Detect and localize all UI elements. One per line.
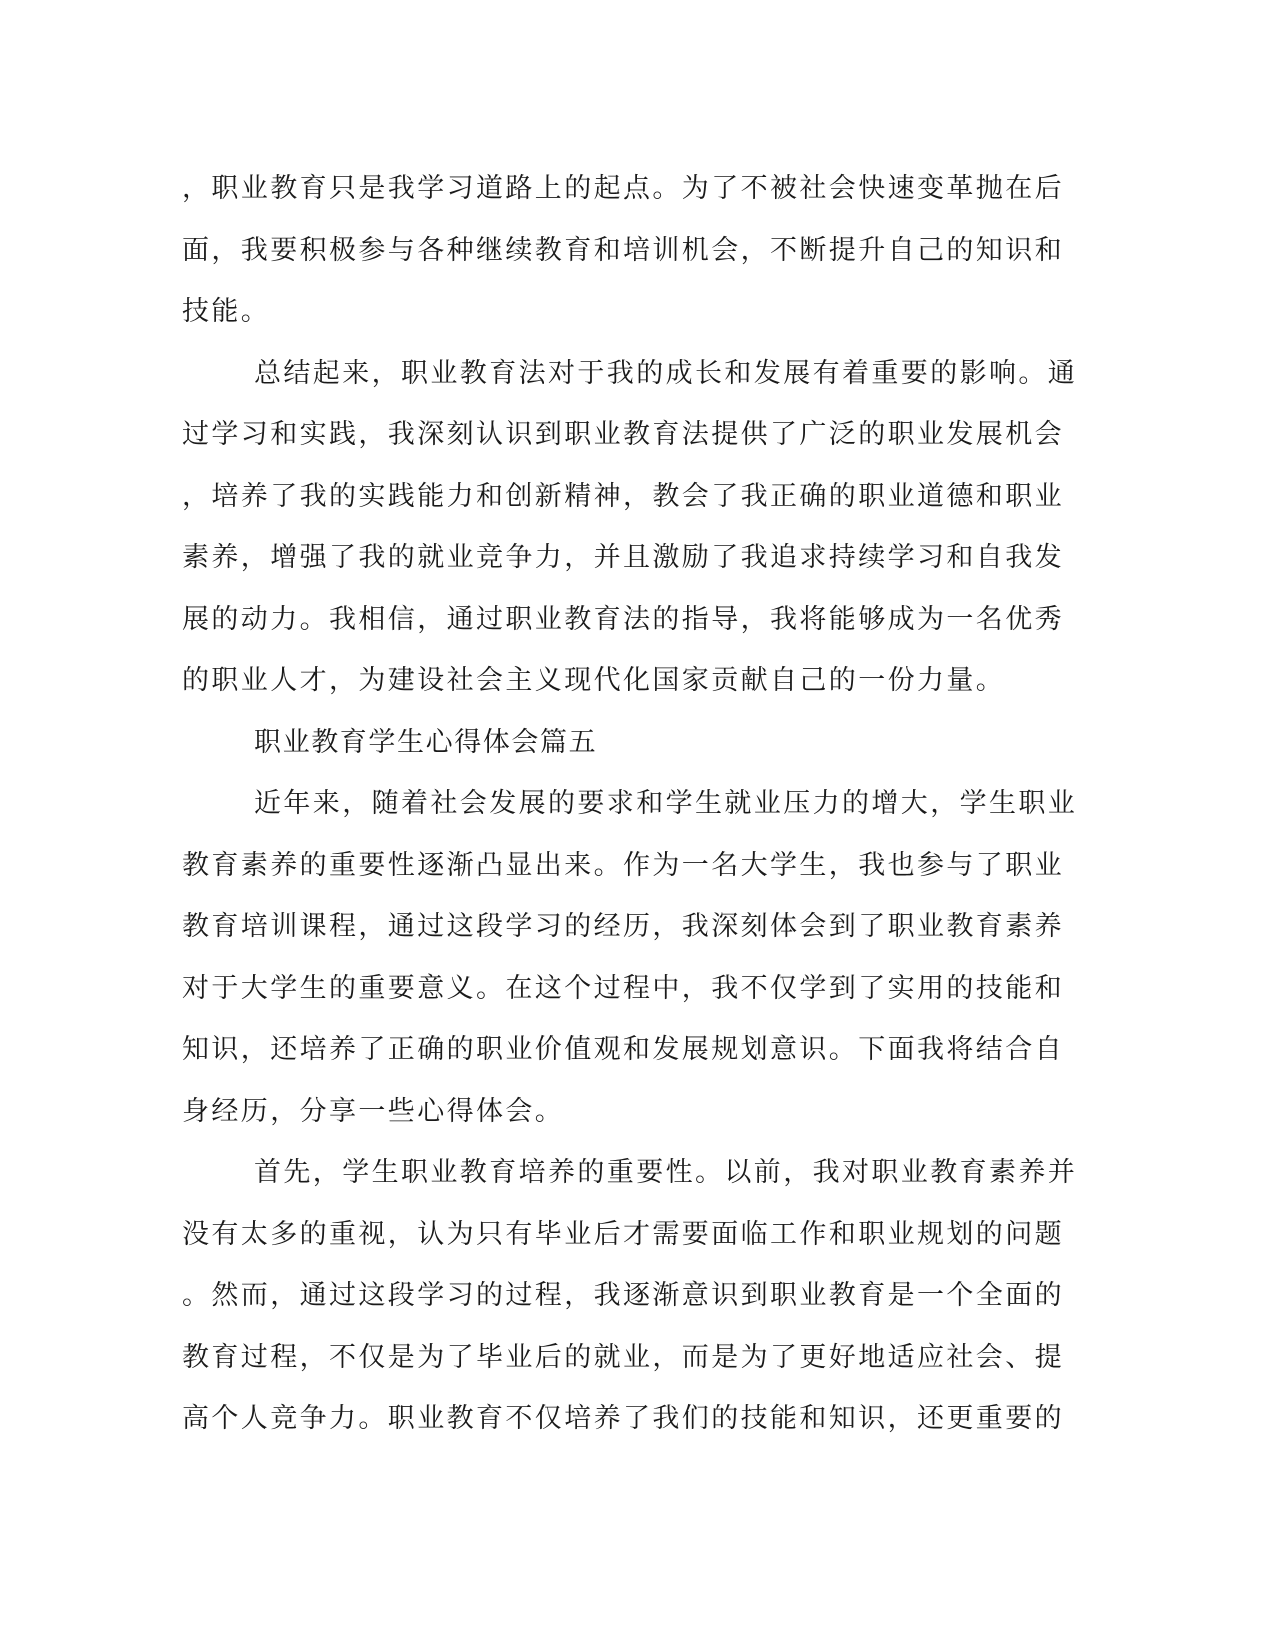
text-line: 近年来，随着社会发展的要求和学生就业压力的增大，学生职业 bbox=[254, 788, 1078, 819]
text-line: ，培养了我的实践能力和创新精神，教会了我正确的职业道德和职业 bbox=[182, 480, 1064, 512]
text-line: 首先，学生职业教育培养的重要性。以前，我对职业教育素养并 bbox=[254, 1157, 1078, 1188]
text-line: 知识，还培养了正确的职业价值观和发展规划意识。下面我将结合自 bbox=[182, 1034, 1064, 1065]
text-line: 的职业人才，为建设社会主义现代化国家贡献自己的一份力量。 bbox=[182, 665, 1006, 696]
text-line: 展的动力。我相信，通过职业教育法的指导，我将能够成为一名优秀 bbox=[182, 603, 1064, 635]
text-line: ，职业教育只是我学习道路上的起点。为了不被社会快速变革抛在后 bbox=[182, 173, 1064, 204]
text-line: 教育培训课程，通过这段学习的经历，我深刻体会到了职业教育素养 bbox=[182, 911, 1064, 942]
text-line: 技能。 bbox=[182, 296, 271, 327]
text-line: 身经历，分享一些心得体会。 bbox=[182, 1095, 565, 1127]
text-line: 高个人竞争力。职业教育不仅培养了我们的技能和知识，还更重要的 bbox=[182, 1403, 1064, 1434]
text-line: 对于大学生的重要意义。在这个过程中，我不仅学到了实用的技能和 bbox=[182, 972, 1064, 1004]
text-line: 教育过程，不仅是为了毕业后的就业，而是为了更好地适应社会、提 bbox=[182, 1341, 1064, 1373]
text-line: 没有太多的重视，认为只有毕业后才需要面临工作和职业规划的问题 bbox=[182, 1218, 1064, 1250]
text-line: 面，我要积极参与各种继续教育和培训机会，不断提升自己的知识和 bbox=[182, 234, 1064, 266]
body-text bbox=[182, 158, 1078, 1450]
text-line: 素养，增强了我的就业竞争力，并且激励了我追求持续学习和自我发 bbox=[182, 542, 1064, 573]
section-heading: 职业教育学生心得体会篇五 bbox=[254, 726, 598, 758]
text-line: 过学习和实践，我深刻认识到职业教育法提供了广泛的职业发展机会 bbox=[182, 419, 1064, 450]
text-line: 教育素养的重要性逐渐凸显出来。作为一名大学生，我也参与了职业 bbox=[182, 849, 1064, 881]
text-line: 。然而，通过这段学习的过程，我逐渐意识到职业教育是一个全面的 bbox=[182, 1280, 1064, 1311]
text-line: 总结起来，职业教育法对于我的成长和发展有着重要的影响。通 bbox=[254, 357, 1078, 389]
